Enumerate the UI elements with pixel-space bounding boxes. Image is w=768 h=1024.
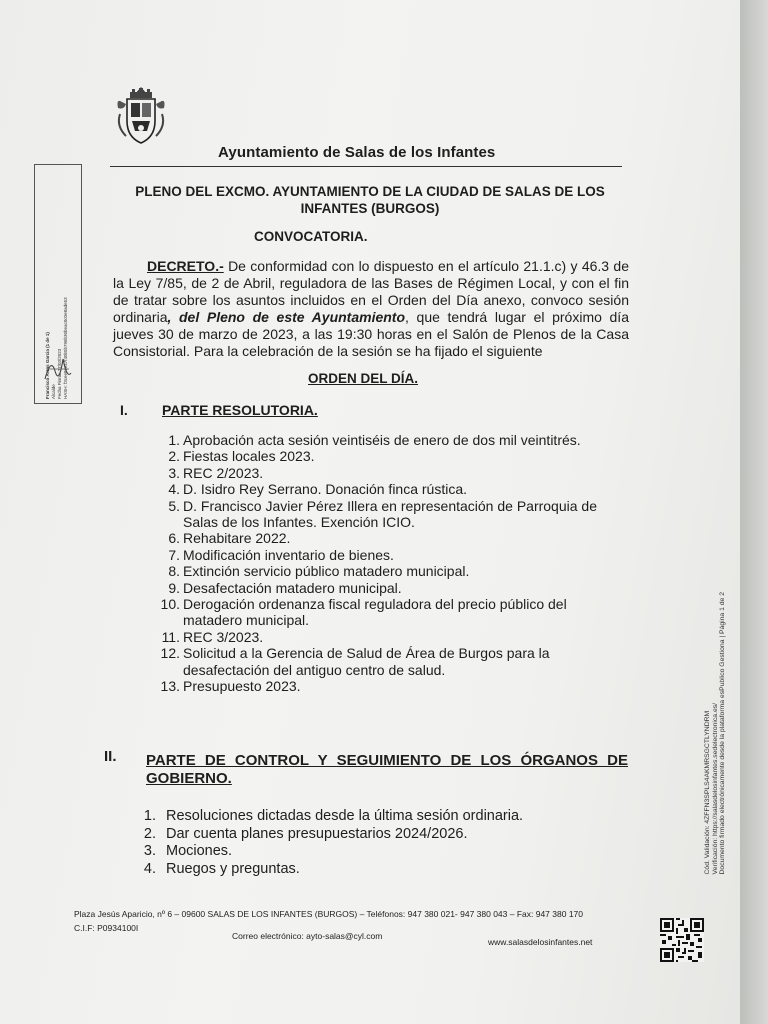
- list-item: [136, 826, 576, 844]
- list-item: [150, 465, 610, 481]
- handwritten-signature-icon: [41, 349, 75, 385]
- signer-name: Francisco Arzas Garcia (1 de 1): [45, 332, 50, 399]
- decree-emphasis: , del Pleno de este Ayuntamiento: [167, 309, 406, 325]
- footer-cif: C.I.F: P0934100I: [74, 923, 139, 933]
- list-item: [150, 645, 610, 678]
- item-number: 7.: [168, 546, 180, 563]
- list-item: [150, 678, 610, 694]
- decree-text-2: , que tendrá lugar el próximo día jueves 30 de marzo de 2023, a las 19:30 horas en el Salón de Plenos de la Casa Consistorial. Para la celebración de la sesión se ha fijado el siguiente: [113, 309, 629, 359]
- section-1-number: I.: [120, 402, 128, 418]
- section-2-number: II.: [104, 748, 117, 765]
- item-number: 2.: [168, 448, 180, 465]
- item-text: Rehabitare 2022.: [183, 530, 291, 547]
- list-item: [150, 448, 610, 464]
- convocatoria-heading: CONVOCATORIA.: [254, 229, 368, 244]
- list-item: [150, 563, 610, 579]
- item-text: D. Isidro Rey Serrano. Donación finca rústica.: [183, 481, 468, 498]
- list-item: [150, 596, 610, 629]
- validation-note: [704, 592, 727, 875]
- list-item: [150, 580, 610, 596]
- decree-lead: DECRETO.-: [147, 258, 224, 274]
- header-divider: [110, 166, 622, 167]
- qr-code-icon: [660, 918, 704, 962]
- verification-url: Verificación: https://salasdelosinfantes.sedelectronica.es/: [711, 702, 719, 875]
- validation-code: Cód. Validación: 4ZFFN3SPLS4AKMRSGCTLYNDRM: [704, 710, 711, 875]
- item-number: 4.: [143, 860, 156, 877]
- item-number: 9.: [168, 579, 180, 596]
- list-item: [150, 547, 610, 563]
- list-item: [150, 481, 610, 497]
- electronic-signature-note: Documento firmado electrónicamente desde la plataforma esPublico Gestiona | Página 1 de 2: [719, 592, 727, 875]
- section-1-list: [150, 432, 610, 695]
- item-text: Derogación ordenanza fiscal reguladora del precio público del matadero municipal.: [183, 596, 567, 629]
- item-text: D. Francisco Javier Pérez Illera en representación de Parroquia de Salas de los Infantes. Exención ICIO.: [183, 497, 597, 531]
- item-text: REC 2/2023.: [183, 464, 264, 481]
- item-number: 3.: [143, 843, 156, 859]
- session-heading: PLENO DEL EXCMO. AYUNTAMIENTO DE LA CIUDAD DE SALAS DE LOS INFANTES (BURGOS): [135, 184, 605, 216]
- page-edge: [740, 0, 768, 1024]
- signature-hash: HASH: f3cee8ce47f40b5b796b36beac0c0e8ade53: [63, 297, 68, 399]
- agenda-heading: ORDEN DEL DÍA.: [308, 371, 419, 386]
- list-item: [150, 432, 610, 448]
- item-text: Resoluciones dictadas desde la última sesión ordinaria.: [166, 808, 524, 824]
- item-number: 2.: [143, 825, 156, 842]
- item-text: Fiestas locales 2023.: [183, 448, 315, 465]
- item-number: 6.: [168, 530, 180, 547]
- item-number: 11.: [161, 628, 180, 645]
- signer-role: Alcalde: [51, 384, 56, 399]
- item-text: Presupuesto 2023.: [183, 678, 301, 695]
- decree-paragraph: [113, 258, 629, 360]
- item-number: 10.: [160, 596, 180, 613]
- footer-address: Plaza Jesús Aparicio, nº 6 – 09600 SALAS DE LOS INFANTES (BURGOS) – Teléfonos: 947 380 021- 947 380 043 – Fax: 947 380 170: [74, 909, 583, 919]
- item-number: 3.: [168, 464, 180, 481]
- list-item: [150, 498, 610, 531]
- section-2-title: PARTE DE CONTROL Y SEGUIMIENTO DE LOS ÓRGANOS DE GOBIERNO.: [146, 752, 628, 787]
- footer-email: Correo electrónico: ayto-salas@cyl.com: [232, 931, 383, 941]
- item-text: Extinción servicio público matadero municipal.: [183, 563, 470, 580]
- decree-text-1: De conformidad con lo dispuesto en el artículo 21.1.c) y 46.3 de la Ley 7/85, de 2 de Abril, reguladora de las Bases de Régimen Local, y con el fin de tratar sobre los asuntos incluidos en el Orden del Día anexo, convoco sesión ordinaria: [113, 258, 629, 325]
- list-item: [136, 843, 576, 861]
- item-number: 13.: [160, 678, 180, 695]
- item-number: 5.: [168, 497, 180, 514]
- footer-website: www.salasdelosinfantes.net: [488, 937, 593, 947]
- item-text: Aprobación acta sesión veintiséis de enero de dos mil veintitrés.: [183, 432, 581, 448]
- item-number: 12.: [160, 645, 180, 662]
- list-item: [136, 861, 576, 879]
- item-text: REC 3/2023.: [183, 628, 264, 645]
- section-1-title: PARTE RESOLUTORIA.: [162, 402, 318, 418]
- item-number: 1.: [168, 432, 180, 448]
- item-text: Solicitud a la Gerencia de Salud de Área de Burgos para la desafectación del antiguo centro de salud.: [183, 645, 550, 678]
- item-number: 8.: [168, 563, 180, 580]
- item-text: Modificación inventario de bienes.: [183, 546, 394, 563]
- item-text: Ruegos y preguntas.: [166, 860, 300, 877]
- signature-date: Fecha Firma: 27/03/2023: [57, 348, 62, 399]
- list-item: [150, 629, 610, 645]
- signature-box: [34, 164, 82, 404]
- list-item: [136, 808, 576, 826]
- organization-title: Ayuntamiento de Salas de los Infantes: [218, 144, 496, 161]
- item-text: Mociones.: [166, 843, 233, 859]
- item-text: Dar cuenta planes presupuestarios 2024/2026.: [166, 825, 468, 842]
- municipal-crest-icon: [114, 84, 168, 146]
- item-number: 1.: [143, 808, 156, 824]
- list-item: [150, 530, 610, 546]
- section-2-list: [136, 808, 576, 878]
- item-number: 4.: [168, 481, 180, 498]
- item-text: Desafectación matadero municipal.: [183, 579, 402, 596]
